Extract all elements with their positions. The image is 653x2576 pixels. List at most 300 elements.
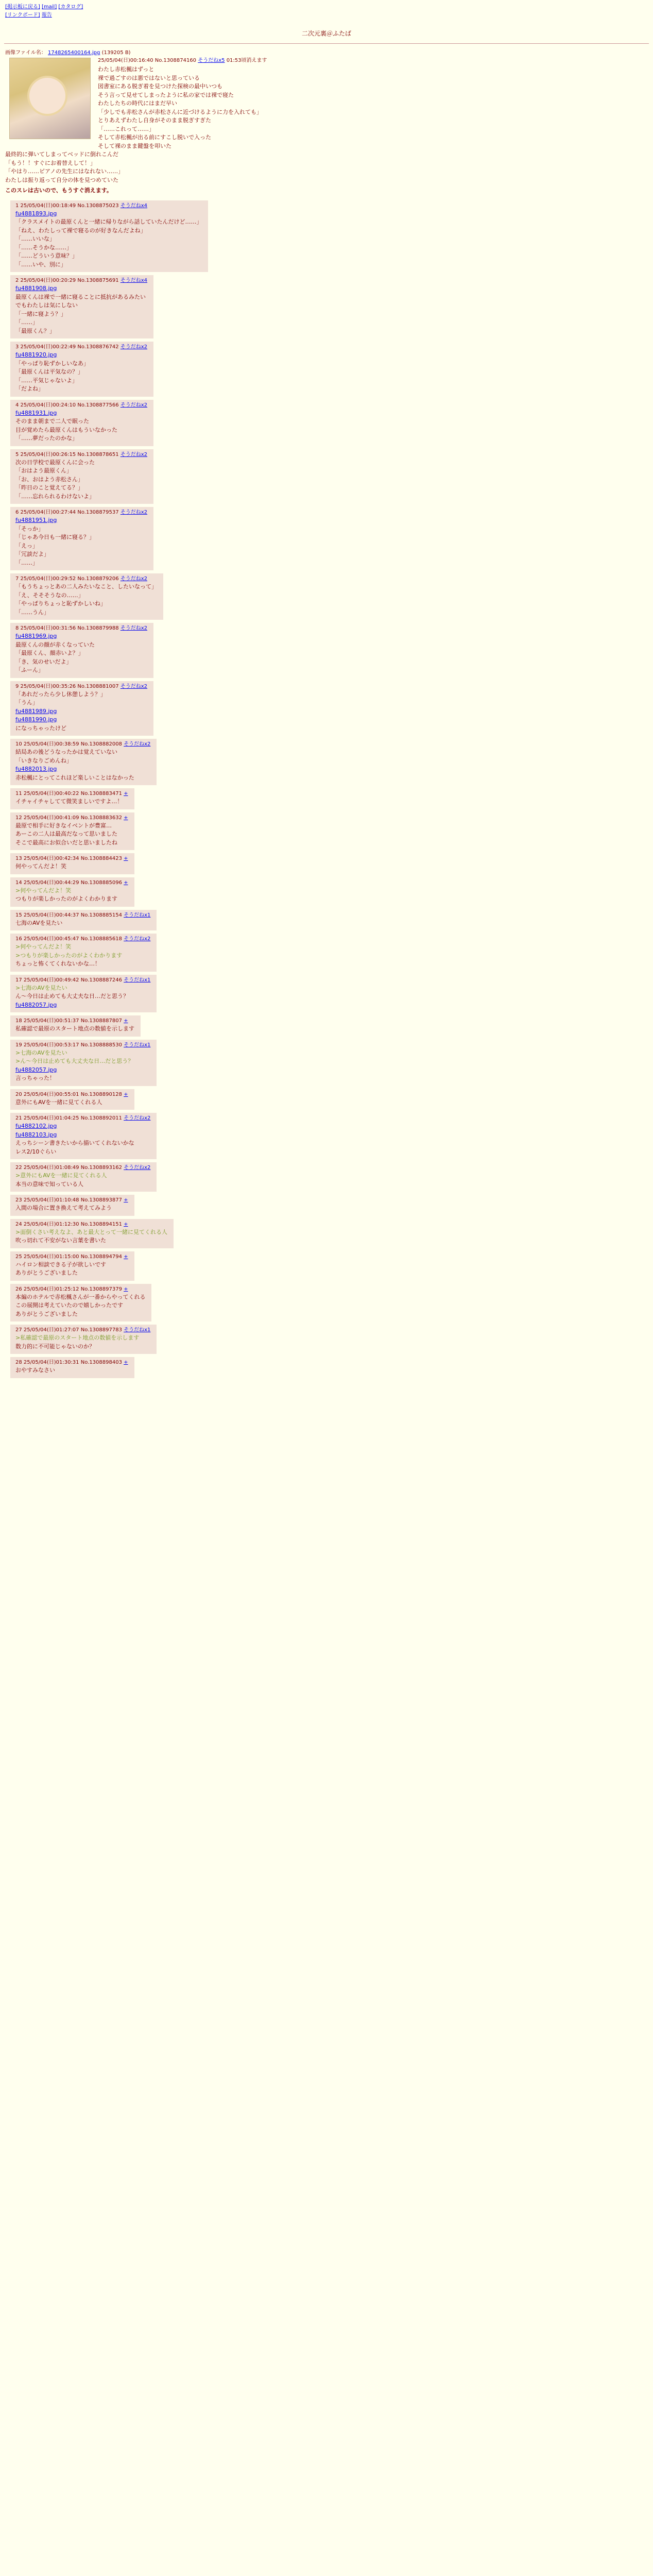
reply-timestamp: 25/05/04(日)01:10:48 — [23, 1197, 81, 1203]
reply-line: 「やっぱり恥ずかしいなあ」 — [15, 360, 89, 367]
reply-id: No.1308887246 — [80, 977, 124, 983]
back-link[interactable]: [掲示板に戻る] — [5, 4, 40, 10]
reply-line: になっちゃったけど — [15, 724, 66, 732]
reply-number: 17 — [15, 977, 24, 983]
reply-header — [15, 575, 157, 583]
reply-timestamp: 25/05/04(日)01:30:31 — [23, 1360, 81, 1365]
reply-line: 「一緒に寝よう？」 — [15, 310, 66, 317]
reply-line: 最原くんは裸で一緒に寝ることに抵抗があるみたい — [15, 293, 146, 300]
reply-timestamp: 25/05/04(日)01:12:30 — [23, 1221, 81, 1227]
reply-body — [15, 1025, 134, 1033]
reply-number: 20 — [15, 1091, 24, 1097]
reply-number: 26 — [15, 1286, 24, 1292]
mail-link[interactable]: [mail] — [42, 4, 57, 10]
reply-line: 「……」 — [15, 559, 38, 566]
reply-header — [15, 911, 150, 919]
reply-timestamp: 25/05/04(日)01:08:49 — [23, 1165, 81, 1171]
reply-timestamp: 25/05/04(日)00:35:26 — [20, 683, 78, 689]
reply-body — [15, 943, 150, 969]
reply-header — [15, 1221, 167, 1228]
op-thumbnail-image[interactable] — [9, 58, 91, 139]
quoted-line: >私確認で最原のスタート地点の数値を示します — [15, 1334, 140, 1341]
reply-id: No.1308879206 — [77, 576, 121, 582]
reply-id: No.1308882008 — [80, 741, 124, 747]
reply-number: 28 — [15, 1360, 24, 1365]
reply-timestamp: 25/05/04(日)00:26:15 — [20, 451, 78, 457]
reply-line: 「冗談だよ」 — [15, 551, 49, 557]
reply-id: No.1308893162 — [80, 1165, 124, 1171]
quoted-line: >つもりが楽しかったのがよくわかります — [15, 952, 123, 959]
attached-file-link[interactable]: fu4881990.jpg — [15, 716, 57, 723]
soudane-button[interactable]: そうだねx2 — [120, 510, 148, 515]
reply-line: ありがとうございました — [15, 1310, 78, 1317]
reply-id: No.1308890128 — [80, 1091, 124, 1097]
soudane-button[interactable]: そうだねx2 — [120, 683, 148, 689]
reply-line: そこで最高にお似合いだと思いましたね — [15, 839, 117, 846]
reply-id: No.1308898403 — [80, 1360, 124, 1365]
reply-line: あーこの二人は最高だなって思いました — [15, 831, 117, 837]
reply-line: 「もうちょっとあの二人みたいなこと、したいなって」 — [15, 583, 157, 590]
soudane-button[interactable]: そうだねx2 — [124, 936, 151, 942]
reply-line: 「……いいな」 — [15, 235, 55, 242]
attached-file-link[interactable]: fu4882057.jpg — [15, 1001, 57, 1008]
reply-timestamp: 25/05/04(日)00:38:59 — [23, 741, 81, 747]
soudane-button[interactable]: そうだねx2 — [120, 344, 148, 350]
reply-header — [15, 1253, 128, 1261]
reply-line: ん～今日は止めても大丈夫な日…だと思う？ — [15, 993, 129, 999]
reply-line: 「やっぱりちょっと恥ずかしいね」 — [15, 600, 106, 607]
reply-header — [15, 451, 147, 459]
reply-body — [15, 210, 202, 269]
op-file-link[interactable]: 1748265400164.jpg — [48, 50, 100, 56]
links-link[interactable]: [リンクボード] — [5, 12, 40, 18]
reply-post — [10, 1284, 151, 1322]
reply-line: 最原で相手に好きなイベントが豊富… — [15, 822, 112, 829]
reply-id: No.1308877566 — [77, 402, 121, 408]
quoted-line: >何やってんだよ！笑 — [15, 887, 72, 894]
soudane-button[interactable]: + — [124, 1360, 128, 1365]
expiry-notice: このスレは古いので、もうすぐ消えます。 — [5, 187, 112, 194]
reply-header — [15, 683, 147, 690]
op-timestamp: 25/05/04(日)00:16:40 No.1308874160 — [98, 58, 197, 63]
reply-line: 意外にもAVを一緒に見てくれる人 — [15, 1098, 102, 1106]
reply-header — [15, 1164, 150, 1172]
attached-file-link[interactable]: fu4881920.jpg — [15, 351, 57, 358]
reply-post — [10, 1040, 157, 1086]
reply-line: 次の日学校で最原くんに会った — [15, 459, 95, 466]
reply-timestamp: 25/05/04(日)00:53:17 — [23, 1042, 81, 1048]
op-post — [0, 49, 653, 184]
reply-post — [10, 623, 153, 678]
reply-post — [10, 1195, 134, 1216]
reply-line: 結局あの後どうなったかは覚えていない — [15, 749, 117, 755]
reply-timestamp: 25/05/04(日)01:25:12 — [23, 1286, 81, 1292]
reply-number: 25 — [15, 1253, 24, 1260]
reply-timestamp: 25/05/04(日)00:40:22 — [23, 791, 81, 796]
reply-body — [15, 1049, 150, 1083]
reply-post — [10, 812, 134, 851]
catalog-link[interactable]: [カタログ] — [58, 4, 83, 10]
soudane-button[interactable]: そうだねx2 — [124, 1115, 151, 1121]
reply-body — [15, 1261, 128, 1278]
reply-post — [10, 342, 153, 397]
soudane-button[interactable]: そうだねx1 — [124, 912, 151, 918]
reply-id: No.1308892011 — [80, 1115, 124, 1121]
reply-id: No.1308883632 — [80, 815, 124, 821]
reply-number: 22 — [15, 1165, 24, 1171]
reply-line: この展開は考えていたので嬉しかったです — [15, 1302, 123, 1309]
reply-body — [15, 409, 147, 443]
reply-body — [15, 798, 128, 806]
reply-id: No.1308884423 — [80, 856, 124, 861]
reply-line: 「うん」 — [15, 699, 38, 706]
op-body-line: わたし赤松楓はずっと — [98, 66, 154, 73]
reply-line: 目が覚めたら最原くんはもういなかった — [15, 426, 117, 433]
soudane-button[interactable]: そうだねx2 — [120, 402, 148, 408]
reply-line: 数力的に不可能じゃないのか？ — [15, 1343, 95, 1350]
reply-body — [15, 1334, 150, 1351]
reply-body — [15, 1293, 145, 1319]
reply-header — [15, 1285, 145, 1293]
reply-number: 1 — [15, 202, 21, 209]
reply-header — [15, 1017, 134, 1025]
report-link[interactable]: 報告 — [41, 12, 52, 18]
reply-number: 5 — [15, 451, 21, 457]
soudane-button[interactable]: そうだねx2 — [124, 1165, 151, 1171]
reply-number: 12 — [15, 815, 24, 821]
reply-number: 9 — [15, 683, 21, 689]
reply-line: 本当の意味で知っている人 — [15, 1180, 83, 1188]
soudane-button[interactable]: + — [124, 1091, 128, 1097]
attached-file-link[interactable]: fu4881908.jpg — [15, 285, 57, 292]
reply-timestamp: 25/05/04(日)00:29:52 — [20, 576, 78, 582]
reply-number: 21 — [15, 1115, 24, 1121]
attached-file-link[interactable]: fu4882013.jpg — [15, 766, 57, 772]
reply-header — [15, 1041, 150, 1049]
reply-number: 10 — [15, 741, 24, 747]
soudane-button[interactable]: + — [124, 1286, 128, 1292]
reply-post — [10, 1219, 174, 1248]
attached-file-link[interactable]: fu4881893.jpg — [15, 210, 57, 217]
reply-timestamp: 25/05/04(日)00:45:47 — [23, 936, 81, 942]
reply-line: 「クラスメイトの最原くんと一緒に帰りながら話していたんだけど……」 — [15, 218, 202, 225]
op-body-line: 最終的に弾いてしまってベッドに倒れこんだ — [5, 151, 118, 158]
reply-post — [10, 1162, 157, 1192]
reply-number: 27 — [15, 1327, 24, 1333]
reply-body — [15, 1228, 167, 1245]
reply-timestamp: 25/05/04(日)00:24:10 — [20, 402, 78, 408]
reply-number: 18 — [15, 1018, 24, 1024]
attached-file-link[interactable]: fu4881951.jpg — [15, 517, 57, 523]
reply-timestamp: 25/05/04(日)00:51:37 — [23, 1018, 81, 1024]
reply-post — [10, 1325, 157, 1354]
reply-line: 七海のAVを見たい — [15, 919, 63, 926]
reply-line: 「き、気のせいだよ」 — [15, 658, 72, 665]
reply-header — [15, 879, 128, 887]
reply-post — [10, 877, 134, 907]
soudane-button[interactable]: + — [124, 1018, 128, 1024]
reply-line: 「最原くんは平気なの？」 — [15, 368, 83, 375]
reply-post — [10, 573, 163, 620]
soudane-button[interactable]: そうだねx2 — [124, 741, 151, 747]
reply-post — [10, 507, 153, 570]
reply-id: No.1308885096 — [80, 879, 124, 886]
reply-post — [10, 1357, 134, 1378]
reply-timestamp: 25/05/04(日)00:55:01 — [23, 1091, 81, 1097]
reply-number: 19 — [15, 1042, 24, 1048]
attached-file-link[interactable]: fu4882102.jpg — [15, 1123, 57, 1129]
reply-line: 赤松楓にとってこれほど楽しいことはなかった — [15, 774, 134, 781]
reply-timestamp: 25/05/04(日)00:44:29 — [23, 879, 81, 886]
reply-header — [15, 202, 202, 210]
reply-line: 本編のホテルで赤松楓さんが一番からやってくれる — [15, 1293, 146, 1300]
reply-body — [15, 690, 147, 733]
op-body-line: 「もう！！すぐにお着替えして！」 — [5, 159, 96, 166]
reply-line: レス2/10ぐらい — [15, 1148, 57, 1155]
op-body-line: 裸で過ごすのは悪ではないと思っている — [98, 74, 200, 81]
top-nav — [0, 0, 653, 20]
soudane-button[interactable]: そうだねx4 — [120, 278, 148, 283]
reply-line: ありがとうございました — [15, 1269, 78, 1276]
soudane-button[interactable]: + — [124, 1253, 128, 1260]
reply-post — [10, 681, 153, 736]
reply-line: 「……どういう意味？」 — [15, 252, 78, 259]
reply-line: おやすみなさい — [15, 1367, 55, 1374]
reply-id: No.1308883471 — [80, 791, 124, 796]
reply-number: 13 — [15, 856, 24, 861]
reply-id: No.1308875691 — [77, 278, 121, 283]
reply-timestamp: 25/05/04(日)00:27:44 — [20, 510, 78, 515]
reply-line: 「え、そそそうなの……」 — [15, 591, 84, 599]
reply-header — [15, 277, 147, 284]
reply-header — [15, 855, 128, 862]
reply-timestamp: 25/05/04(日)00:31:56 — [20, 625, 78, 631]
reply-line: 「最原くん？」 — [15, 327, 55, 334]
soudane-button[interactable]: そうだねx1 — [124, 977, 151, 983]
file-size: (139205 B) — [101, 50, 131, 56]
op-body-line: 「……これって……」 — [98, 125, 154, 132]
reply-timestamp: 25/05/04(日)00:41:09 — [23, 815, 81, 821]
reply-line: でもわたしは気にしない — [15, 302, 78, 309]
reply-id: No.1308879988 — [77, 625, 121, 631]
reply-line: 何やってんだよ！笑 — [15, 863, 66, 870]
reply-line: 「……いや、別に」 — [15, 261, 66, 268]
soudane-button[interactable]: そうだねx1 — [124, 1327, 151, 1333]
reply-number: 24 — [15, 1221, 24, 1227]
reply-line: 入間の場合に置き換えて考えてみよう — [15, 1205, 112, 1211]
reply-line: 「最原くん、顔赤いよ？」 — [15, 650, 84, 656]
soudane-button[interactable]: + — [124, 879, 128, 886]
reply-id: No.1308879537 — [77, 510, 121, 515]
reply-number: 16 — [15, 936, 24, 942]
reply-header — [15, 935, 150, 943]
reply-line: 「……平気じゃないよ」 — [15, 377, 78, 384]
attached-file-link[interactable]: fu4882057.jpg — [15, 1066, 57, 1073]
op-body-line: そして赤松楓が出る前にすこし脱いで入った — [98, 134, 211, 141]
reply-line: 「おはよう最原くん」 — [15, 467, 72, 474]
soudane-button[interactable]: + — [124, 815, 128, 821]
reply-header — [15, 509, 147, 516]
reply-id: No.1308893877 — [80, 1197, 124, 1203]
soudane-button[interactable]: そうだねx2 — [120, 625, 148, 631]
reply-post — [10, 853, 134, 874]
reply-line: 「ねえ、わたしって裸で寝るのが好きなんだよね」 — [15, 227, 146, 234]
reply-header — [15, 976, 150, 984]
reply-body — [15, 1204, 128, 1213]
reply-line: 「いきなりごめんね」 — [15, 757, 72, 764]
divider — [4, 43, 649, 44]
reply-body — [15, 1366, 128, 1375]
reply-line: そのまま朝まで二人で眠った — [15, 418, 89, 425]
reply-body — [15, 984, 150, 1010]
reply-body — [15, 351, 147, 394]
reply-post — [10, 788, 134, 809]
reply-id: No.1308875023 — [77, 202, 121, 209]
reply-header — [15, 740, 150, 748]
reply-line: 最原くんの顔が赤くなっていた — [15, 641, 95, 648]
reply-line: 「……夢だったのかな」 — [15, 435, 78, 442]
reply-line: 「えっ」 — [15, 542, 38, 549]
reply-body — [15, 862, 128, 871]
soudane-button[interactable]: + — [124, 1197, 128, 1203]
quoted-line: >何やってんだよ！笑 — [15, 943, 72, 950]
reply-id: No.1308894151 — [80, 1221, 124, 1227]
op-soudane-button[interactable]: そうだねx5 — [198, 58, 225, 63]
reply-body — [15, 1172, 150, 1189]
soudane-button[interactable]: そうだねx1 — [124, 1042, 151, 1048]
reply-body — [15, 887, 128, 904]
reply-timestamp: 25/05/04(日)00:44:37 — [23, 912, 81, 918]
soudane-button[interactable]: そうだねx2 — [120, 451, 148, 457]
op-expire: 01:53頃消えます — [226, 58, 267, 63]
reply-header — [15, 1326, 150, 1334]
quoted-line: >七海のAVを見たい — [15, 984, 67, 991]
reply-number: 7 — [15, 576, 21, 582]
attached-file-link[interactable]: fu4881989.jpg — [15, 707, 57, 715]
reply-number: 8 — [15, 625, 21, 631]
reply-line: 「じゃあ今日も一緒に寝る？」 — [15, 534, 95, 540]
reply-id: No.1308881007 — [77, 683, 121, 689]
reply-post — [10, 975, 157, 1013]
reply-line: 「……そうかな……」 — [15, 244, 72, 251]
reply-body — [15, 822, 128, 848]
op-body-line: 「少しでも赤松さんが赤松さんに近づけるように力を入れても」 — [98, 108, 262, 115]
reply-body — [15, 1098, 128, 1107]
soudane-button[interactable]: + — [124, 1221, 128, 1227]
soudane-button[interactable]: + — [124, 856, 128, 861]
reply-number: 15 — [15, 912, 24, 918]
reply-post — [10, 934, 157, 972]
reply-header — [15, 401, 147, 409]
reply-id: No.1308887807 — [80, 1018, 124, 1024]
reply-line: つもりが楽しかったのがよくわかります — [15, 895, 117, 902]
quoted-line: >ん～今日は止めても大丈夫な日…だと思う？ — [15, 1058, 134, 1064]
reply-header — [15, 1114, 150, 1122]
reply-post — [10, 739, 157, 785]
reply-header — [15, 624, 147, 632]
reply-post — [10, 200, 208, 273]
reply-timestamp: 25/05/04(日)01:04:25 — [23, 1115, 81, 1121]
reply-line: 「昨日のこと覚えてる？」 — [15, 484, 83, 491]
reply-line: 吹っ切れて不安がない言葉を書いた — [15, 1237, 106, 1244]
attached-file-link[interactable]: fu4881931.jpg — [15, 409, 57, 416]
reply-header — [15, 1359, 128, 1366]
reply-body — [15, 583, 157, 617]
soudane-button[interactable]: + — [124, 791, 128, 796]
reply-line: えっちシーン書きたいから描いてくれないかな — [15, 1140, 134, 1146]
op-body-line: わたしたちの時代にはまだ早い — [98, 100, 177, 107]
reply-post — [10, 1089, 134, 1110]
reply-id: No.1308897783 — [80, 1327, 124, 1333]
reply-line: 「……うん」 — [15, 608, 49, 616]
reply-line: 「そっか」 — [15, 525, 44, 532]
reply-number: 6 — [15, 510, 21, 515]
reply-line: 「お、おはよう赤松さん」 — [15, 476, 83, 483]
reply-timestamp: 25/05/04(日)01:27:07 — [23, 1327, 81, 1333]
reply-post — [10, 275, 153, 338]
reply-header — [15, 1196, 128, 1204]
reply-post — [10, 910, 157, 931]
reply-body — [15, 459, 147, 501]
reply-line: 「ふーん」 — [15, 667, 44, 673]
reply-list — [0, 200, 653, 1378]
reply-body — [15, 516, 147, 567]
reply-id: No.1308897379 — [80, 1286, 124, 1292]
reply-number: 4 — [15, 402, 21, 408]
op-body-line: わたしは振り返って自分の体を見つめていた — [5, 176, 118, 183]
reply-number: 11 — [15, 791, 24, 796]
reply-line: 「あれだったら少し休憩しよう？」 — [15, 690, 106, 698]
reply-body — [15, 284, 147, 335]
reply-id: No.1308885154 — [80, 912, 124, 918]
reply-timestamp: 25/05/04(日)00:49:42 — [23, 977, 81, 983]
reply-line: イチャイチャしてて微笑ましいですよ…！ — [15, 798, 123, 805]
reply-number: 2 — [15, 278, 21, 283]
soudane-button[interactable]: そうだねx2 — [120, 576, 148, 582]
reply-body — [15, 632, 147, 675]
reply-number: 23 — [15, 1197, 24, 1203]
attached-file-link[interactable]: fu4881969.jpg — [15, 633, 57, 639]
reply-line: 「……」 — [15, 319, 38, 326]
reply-body — [15, 748, 150, 782]
op-body-line: 「やはり……ピアノの先生にはなれない……」 — [5, 168, 124, 175]
soudane-button[interactable]: そうだねx4 — [120, 202, 148, 209]
op-body — [5, 64, 648, 184]
reply-post — [10, 1015, 141, 1037]
reply-post — [10, 449, 153, 504]
reply-header — [15, 343, 147, 351]
reply-post — [10, 1113, 157, 1159]
reply-header — [15, 814, 128, 822]
op-file-line — [5, 49, 648, 57]
reply-id: No.1308876742 — [77, 344, 121, 350]
reply-line: 「……忘れられるわけないよ」 — [15, 493, 95, 500]
quoted-line: >意外にもAVを一緒に見てくれる人 — [15, 1172, 107, 1179]
reply-body — [15, 919, 150, 928]
op-info — [5, 57, 648, 64]
attached-file-link[interactable]: fu4882103.jpg — [15, 1131, 57, 1138]
file-label: 画像ファイル名： — [5, 50, 46, 56]
reply-timestamp: 25/05/04(日)01:15:00 — [23, 1253, 81, 1260]
reply-id: No.1308885618 — [80, 936, 124, 942]
reply-line: ちょっと怖くてくれないかな…！ — [15, 960, 100, 967]
reply-line: 私確認で最原のスタート地点の数値を示します — [15, 1025, 134, 1032]
reply-number: 14 — [15, 879, 24, 886]
quoted-line: >七海のAVを見たい — [15, 1049, 67, 1056]
reply-id: No.1308888530 — [80, 1042, 124, 1048]
reply-post — [10, 1251, 134, 1281]
reply-timestamp: 25/05/04(日)00:18:49 — [20, 202, 78, 209]
